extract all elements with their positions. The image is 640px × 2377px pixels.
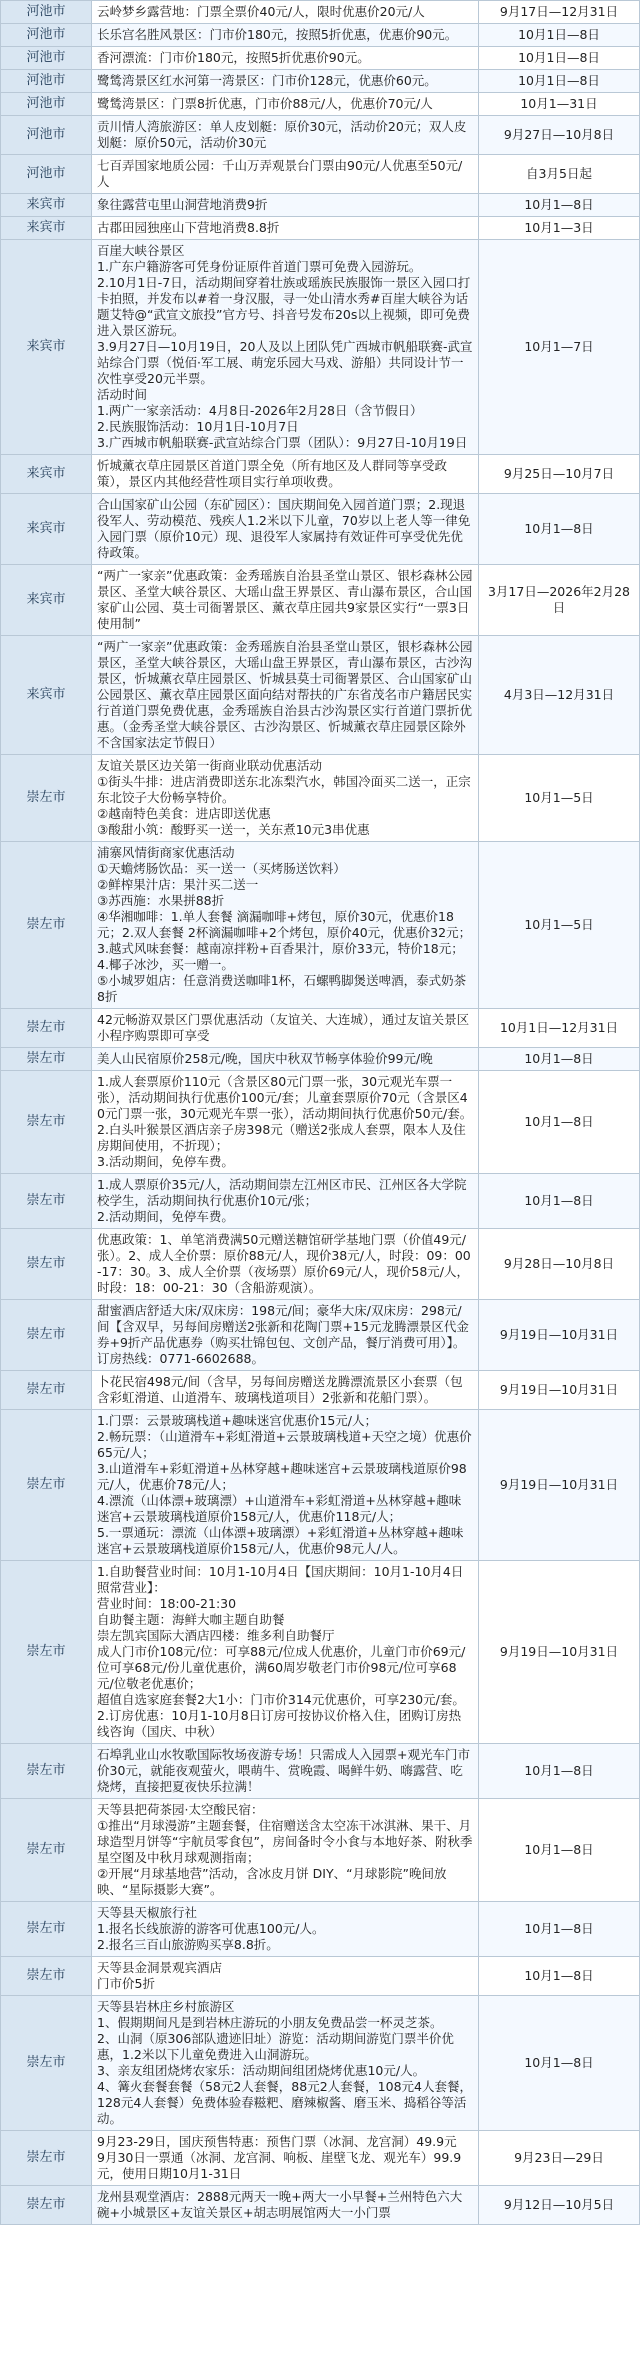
city-cell: 崇左市 bbox=[1, 842, 92, 1009]
date-cell: 10月1—8日 bbox=[479, 1048, 640, 1071]
description-cell bbox=[92, 455, 479, 494]
description-line: 古郡田园独座山下营地消费8.8折 bbox=[97, 220, 280, 235]
city-cell: 崇左市 bbox=[1, 2186, 92, 2225]
table-row bbox=[1, 2131, 640, 2186]
date-cell: 10月1—5日 bbox=[479, 755, 640, 842]
city-cell: 崇左市 bbox=[1, 1174, 92, 1229]
date-cell: 10月1—8日 bbox=[479, 1744, 640, 1799]
description-cell bbox=[92, 2131, 479, 2186]
date-cell: 9月28日—10月8日 bbox=[479, 1229, 640, 1300]
table-row bbox=[1, 455, 640, 494]
description-line: 鹭鸶湾景区红水河第一湾景区：门市价128元，优惠价60元。 bbox=[97, 73, 437, 88]
table-row bbox=[1, 155, 640, 194]
description-line: 卜花民宿498元/间（含早，另每间房赠送龙腾漂流景区小套票（包含彩虹滑道、山道滑车、玻璃栈道项目）2张新和花船门票）。 bbox=[97, 1374, 463, 1405]
description-cell bbox=[92, 93, 479, 116]
table-row bbox=[1, 116, 640, 155]
description-line: 3.9月27日—10月19日，20人及以上团队凭广西城市帆船联赛-武宣站综合门票（悦佰·军工展、萌宠乐园大马戏、游船）共同设计节一次性享受20元半票。 bbox=[97, 339, 473, 386]
description-line: 天等县金洞景观宾酒店 bbox=[97, 1960, 223, 1975]
description-cell bbox=[92, 565, 479, 636]
table-row bbox=[1, 565, 640, 636]
table-row bbox=[1, 1009, 640, 1048]
city-cell: 来宾市 bbox=[1, 194, 92, 217]
city-cell: 来宾市 bbox=[1, 636, 92, 755]
description-line: 3.山道滑车+彩虹滑道+丛林穿越+趣味迷宫+云景玻璃栈道原价98元/人，优惠价78元/人； bbox=[97, 1461, 467, 1492]
description-line: 3.活动期间，免停车费。 bbox=[97, 1154, 234, 1169]
table-row bbox=[1, 842, 640, 1009]
table-row bbox=[1, 636, 640, 755]
city-cell: 崇左市 bbox=[1, 1902, 92, 1957]
description-line: 2.报名三百山旅游购买享8.8折。 bbox=[97, 1937, 279, 1952]
description-cell bbox=[92, 1744, 479, 1799]
description-cell bbox=[92, 1561, 479, 1744]
description-line: 营业时间：18:00-21:30 bbox=[97, 1596, 237, 1611]
description-line: 1.门票：云景玻璃栈道+趣味迷宫优惠价15元/人； bbox=[97, 1413, 378, 1428]
table-row bbox=[1, 70, 640, 93]
description-line: 超值自选家庭套餐2大1小：门市价314元优惠价，可享230元/套。 bbox=[97, 1692, 465, 1707]
city-cell: 崇左市 bbox=[1, 1009, 92, 1048]
date-cell: 10月1—8日 bbox=[479, 194, 640, 217]
description-line: 4、篝火套餐套餐（58元2人套餐，88元2人套餐，108元4人套餐，128元4人套餐）免费体验春糍粑、磨辣椒酱、磨玉米、捣稻谷等活动。 bbox=[97, 2079, 472, 2126]
description-line: 天等县把荷茶园·太空酸民宿： bbox=[97, 1802, 264, 1817]
city-cell: 河池市 bbox=[1, 1, 92, 24]
city-cell: 崇左市 bbox=[1, 1957, 92, 1996]
table-row bbox=[1, 1902, 640, 1957]
description-cell bbox=[92, 240, 479, 455]
description-line: 甜蜜酒店舒适大床/双床房：198元/间；豪华大床/双床房：298元/间【含双早，另每间房赠送2张新和花陶门票+15元龙腾漂景区代金券+9折产品优惠券（购买壮锦包包、文创产品，餐厅消费可用）】。订房热线：0771-6602688。 bbox=[97, 1303, 469, 1366]
table-row bbox=[1, 494, 640, 565]
table-row bbox=[1, 93, 640, 116]
description-cell bbox=[92, 155, 479, 194]
description-cell bbox=[92, 1410, 479, 1561]
description-line: ②开展“月球基地营”活动，含冰皮月饼 DIY、“月球影院”晚间放映、“星际摄影大赛”。 bbox=[97, 1866, 447, 1897]
description-line: 1、假期期间凡是到岩林庄游玩的小朋友免费品尝一杯灵芝茶。 bbox=[97, 2015, 443, 2030]
table-row bbox=[1, 194, 640, 217]
description-line: 象往露营屯里山洞营地消费9折 bbox=[97, 197, 268, 212]
description-line: 2、山洞（原306部队遗迹旧址）游览：活动期间游览门票半价优惠，1.2米以下儿童免费进入山洞游玩。 bbox=[97, 2031, 454, 2062]
table-row bbox=[1, 1229, 640, 1300]
description-line: 1.报名长线旅游的游客可优惠100元/人。 bbox=[97, 1921, 325, 1936]
city-cell: 崇左市 bbox=[1, 755, 92, 842]
table-row bbox=[1, 1957, 640, 1996]
description-cell bbox=[92, 494, 479, 565]
description-line: ②越南特色美食：进店即送优惠 bbox=[97, 806, 271, 821]
date-cell: 9月19日—10月31日 bbox=[479, 1561, 640, 1744]
city-cell: 崇左市 bbox=[1, 1996, 92, 2131]
table-row bbox=[1, 1744, 640, 1799]
description-line: 成人门市价108元/位：可享88元/位成人优惠价，儿童门市价69元/位可享68元/份儿童优惠价，满60周岁敬老门市价98元/位可享68元/位敬老优惠价； bbox=[97, 1644, 466, 1691]
description-line: 七百弄国家地质公园：千山万弄观景台门票由90元/人优惠至50元/人 bbox=[97, 158, 463, 189]
description-cell bbox=[92, 842, 479, 1009]
city-cell: 河池市 bbox=[1, 93, 92, 116]
description-cell bbox=[92, 1957, 479, 1996]
description-line: 3、亲友组团烧烤农家乐：活动期间组团烧烤优惠10元/人。 bbox=[97, 2063, 426, 2078]
date-cell: 9月19日—10月31日 bbox=[479, 1300, 640, 1371]
description-line: 活动时间 bbox=[97, 387, 148, 402]
description-line: 2.民族服饰活动：10月1日-10月7日 bbox=[97, 419, 299, 434]
table-row bbox=[1, 755, 640, 842]
description-line: 42元畅游双景区门票优惠活动（友谊关、大连城），通过友谊关景区小程序购票即可享受 bbox=[97, 1012, 470, 1043]
city-cell: 崇左市 bbox=[1, 1300, 92, 1371]
date-cell: 10月1—5日 bbox=[479, 842, 640, 1009]
description-line: 9月23-29日，国庆预售特惠：预售门票（冰洞、龙宫洞）49.9元 bbox=[97, 2134, 457, 2149]
table-row bbox=[1, 240, 640, 455]
table-row bbox=[1, 1996, 640, 2131]
description-cell bbox=[92, 1300, 479, 1371]
date-cell: 9月19日—10月31日 bbox=[479, 1410, 640, 1561]
description-cell bbox=[92, 2186, 479, 2225]
promotion-table-body bbox=[1, 1, 640, 2225]
description-line: 2.活动期间，免停车费。 bbox=[97, 1209, 234, 1224]
description-line: 1.广东户籍游客可凭身份证原件首道门票可免费入园游玩。 bbox=[97, 259, 422, 274]
description-line: 优惠政策：1、单笔消费满50元赠送糖馆研学基地门票（价值49元/张）。2、成人全价票：原价88元/人，现价38元/人，时段：09：00-17：30。3、成人全价票（夜场票）原价69元/人，现价58元/人，时段：18：00-21：30（含船游观演）。 bbox=[97, 1232, 471, 1295]
description-line: 门市价5折 bbox=[97, 1976, 155, 1991]
description-line: ①天蟾烤肠饮品：买一送一（买烤肠送饮料） bbox=[97, 861, 346, 876]
date-cell: 4月3日—12月31日 bbox=[479, 636, 640, 755]
description-line: “两广一家亲”优惠政策：金秀瑶族自治县圣堂山景区，银杉森林公园景区，圣堂大峡谷景区，大瑶山盘王界景区，青山瀑布景区，古沙沟景区，忻城薰衣草庄园景区、忻城县莫士司衙署景区、合山国家矿山公园景区、薰衣草庄园景区面向结对帮扶的广东省茂名市户籍居民实行首道门票免费优惠，金秀瑶族自治县古沙沟景区实行首道门票折优惠。（金秀圣堂大峡谷景区、古沙沟景区、忻城薰衣草庄园景区除外不含国家法定节假日） bbox=[97, 639, 473, 750]
city-cell: 来宾市 bbox=[1, 240, 92, 455]
city-cell: 河池市 bbox=[1, 70, 92, 93]
date-cell: 9月27日—10月8日 bbox=[479, 116, 640, 155]
date-cell: 10月1日—12月31日 bbox=[479, 1009, 640, 1048]
description-line: 3.广西城市帆船联赛-武宣站综合门票（团队）：9月27日-10月19日 bbox=[97, 435, 468, 450]
city-cell: 河池市 bbox=[1, 155, 92, 194]
date-cell: 10月1—8日 bbox=[479, 1071, 640, 1174]
description-line: 鹭鸶湾景区：门票8折优惠，门市价88元/人，优惠价70元/人 bbox=[97, 96, 433, 111]
table-row bbox=[1, 24, 640, 47]
date-cell: 10月1—7日 bbox=[479, 240, 640, 455]
city-cell: 来宾市 bbox=[1, 217, 92, 240]
table-row bbox=[1, 1048, 640, 1071]
description-cell bbox=[92, 1, 479, 24]
city-cell: 崇左市 bbox=[1, 1048, 92, 1071]
description-cell bbox=[92, 755, 479, 842]
date-cell: 9月17日—12月31日 bbox=[479, 1, 640, 24]
city-cell: 河池市 bbox=[1, 116, 92, 155]
description-line: 2.畅玩票：（山道滑车+彩虹滑道+云景玻璃栈道+天空之境）优惠价65元/人； bbox=[97, 1429, 472, 1460]
description-line: ⑤小城罗姐店：任意消费送咖啡1杯，石螺鸭脚煲送啤酒，泰式奶茶8折 bbox=[97, 973, 467, 1004]
description-line: 贡川情人湾旅游区：单人皮划艇：原价30元，活动价20元；双人皮划艇：原价50元，活动价30元 bbox=[97, 119, 467, 150]
description-cell bbox=[92, 194, 479, 217]
date-cell: 10月1—3日 bbox=[479, 217, 640, 240]
city-cell: 崇左市 bbox=[1, 1744, 92, 1799]
description-line: 1.自助餐营业时间：10月1-10月4日【国庆期间：10月1-10月4日照常营业】： bbox=[97, 1564, 464, 1595]
table-row bbox=[1, 2186, 640, 2225]
city-cell: 来宾市 bbox=[1, 494, 92, 565]
description-line: 4.漂流（山体漂+玻璃漂）+山道滑车+彩虹滑道+丛林穿越+趣味迷宫+云景玻璃栈道原价158元/人，优惠价118元/人； bbox=[97, 1493, 462, 1524]
description-line: 2.10月1日-7日，活动期间穿着壮族或瑶族民族服饰一景区入园口打卡拍照，并发布以#着一身汉服，寻一处山清水秀#百崖大峡谷为话题艾特@“武宣文旅投”官方号、抖音号发布20s以上视频，即可免费进入景区游玩。 bbox=[97, 275, 471, 338]
description-line: 2.订房优惠：10月1-10月8日订房可按协议价格入住，团购订房热线咨询（国庆、中秋） bbox=[97, 1708, 462, 1739]
table-row bbox=[1, 1174, 640, 1229]
date-cell: 10月1日—8日 bbox=[479, 70, 640, 93]
description-line: 9月30日一票通（冰洞、龙宫洞、响板、崖壁飞龙、观光车）99.9元，使用日期10月1-31日 bbox=[97, 2150, 462, 2181]
date-cell: 9月25日—10月7日 bbox=[479, 455, 640, 494]
table-row bbox=[1, 1410, 640, 1561]
description-cell bbox=[92, 1371, 479, 1410]
table-row bbox=[1, 217, 640, 240]
description-line: 5.一票通玩：漂流（山体漂+玻璃漂）+彩虹滑道+丛林穿越+趣味迷宫+云景玻璃栈道原价158元/人，优惠价98元人/人。 bbox=[97, 1525, 464, 1556]
description-line: ①推出“月球漫游”主题套餐，住宿赠送含太空冻干冰淇淋、果干、月球造型月饼等“宇航员零食包”，房间备时令小食与本地好茶、附秋季星空图及中秋月球观测指南； bbox=[97, 1818, 473, 1865]
date-cell: 10月1—8日 bbox=[479, 494, 640, 565]
description-line: 石埠乳业山水牧歌国际牧场夜游专场！只需成人入园票+观光车门市价30元，就能夜观萤火，喂萌牛、赏晚霞、喝鲜牛奶、嗨露营、吃烧烤，直接把夏夜快乐拉满！ bbox=[97, 1747, 470, 1794]
description-line: 1.成人票原价35元/人，活动期间崇左江州区市民、江州区各大学院校学生，活动期间执行优惠价10元/张； bbox=[97, 1177, 467, 1208]
date-cell: 10月1—8日 bbox=[479, 1902, 640, 1957]
description-line: 友谊关景区边关第一街商业联动优惠活动 bbox=[97, 758, 323, 773]
city-cell: 河池市 bbox=[1, 24, 92, 47]
date-cell: 10月1—8日 bbox=[479, 1957, 640, 1996]
table-row bbox=[1, 1371, 640, 1410]
description-line: ④华湘咖啡：1.单人套餐 滴漏咖啡+烤包，原价30元，优惠价18元；2.双人套餐 2杯滴漏咖啡+2个烤包，原价40元，优惠价32元；3.越式风味套餐：越南凉拌粉+百香果汁，原价33元，特价18元；4.椰子冰沙，买一赠一。 bbox=[97, 909, 472, 972]
city-cell: 河池市 bbox=[1, 47, 92, 70]
description-line: 龙州县观堂酒店：2888元两天一晚+两大一小早餐+兰州特色六大碗+小城景区+友谊关景区+胡志明展馆两大一小门票 bbox=[97, 2189, 463, 2220]
description-cell bbox=[92, 47, 479, 70]
description-cell bbox=[92, 70, 479, 93]
date-cell: 10月1—8日 bbox=[479, 1799, 640, 1902]
city-cell: 崇左市 bbox=[1, 1799, 92, 1902]
description-cell bbox=[92, 1902, 479, 1957]
description-line: 自助餐主题：海鲜大咖主题自助餐 bbox=[97, 1612, 285, 1627]
date-cell: 9月23日—29日 bbox=[479, 2131, 640, 2186]
date-cell: 9月19日—10月31日 bbox=[479, 1371, 640, 1410]
description-line: ①街头牛排：进店消费即送东北冻梨汽水，韩国冷面买二送一，正宗东北饺子大份畅享特价。 bbox=[97, 774, 471, 805]
date-cell: 9月12日—10月5日 bbox=[479, 2186, 640, 2225]
date-cell: 10月1—31日 bbox=[479, 93, 640, 116]
description-cell bbox=[92, 116, 479, 155]
table-row bbox=[1, 1799, 640, 1902]
description-line: 百崖大峡谷景区 bbox=[97, 243, 185, 258]
description-cell bbox=[92, 1009, 479, 1048]
description-line: 长乐宫名胜风景区：门市价180元，按照5折优惠，优惠价90元。 bbox=[97, 27, 458, 42]
date-cell: 3月17日—2026年2月28日 bbox=[479, 565, 640, 636]
description-line: 2.白头叶猴景区酒店亲子房398元（赠送2张成人套票，限本人及住房期间使用，不折现）； bbox=[97, 1122, 466, 1153]
description-line: 云岭梦乡露营地：门票全票价40元/人，限时优惠价20元/人 bbox=[97, 4, 425, 19]
description-cell bbox=[92, 217, 479, 240]
date-cell: 10月1—8日 bbox=[479, 1174, 640, 1229]
table-row bbox=[1, 1071, 640, 1174]
description-cell bbox=[92, 1799, 479, 1902]
description-line: 1.两广一家亲活动：4月8日-2026年2月28日（含节假日） bbox=[97, 403, 423, 418]
description-line: “两广一家亲”优惠政策：金秀瑶族自治县圣堂山景区、银杉森林公园景区、圣堂大峡谷景区、大瑶山盘王界景区、青山瀑布景区，合山国家矿山公园、莫士司衙署景区、薰衣草庄园共9家景区实行“一票3日使用制” bbox=[97, 568, 473, 631]
city-cell: 崇左市 bbox=[1, 1071, 92, 1174]
date-cell: 10月1日—8日 bbox=[479, 24, 640, 47]
city-cell: 来宾市 bbox=[1, 455, 92, 494]
date-cell: 10月1—8日 bbox=[479, 1996, 640, 2131]
description-cell bbox=[92, 1229, 479, 1300]
description-line: 1.成人套票原价110元（含景区80元门票一张，30元观光车票一张），活动期间执行优惠价100元/套；儿童套票原价70元（含景区40元门票一张，30元观光车票一张），活动期间执行优惠价50元/套。 bbox=[97, 1074, 473, 1121]
description-line: 崇左凯宾国际大酒店四楼：维多利自助餐厅 bbox=[97, 1628, 335, 1643]
description-line: 天等县岩林庄乡村旅游区 bbox=[97, 1999, 235, 2014]
city-cell: 崇左市 bbox=[1, 1410, 92, 1561]
description-line: ③苏西施：水果拼88折 bbox=[97, 893, 225, 908]
description-line: 浦寨风情街商家优惠活动 bbox=[97, 845, 235, 860]
table-row bbox=[1, 1, 640, 24]
date-cell: 自3月5日起 bbox=[479, 155, 640, 194]
description-cell bbox=[92, 1174, 479, 1229]
description-line: 合山国家矿山公园（东矿园区）：国庆期间免入园首道门票；2.现退役军人、劳动模范、残疾人1.2米以下儿童，70岁以上老人等一律免入园门票（原价10元）现、退役军人家属持有效证件可享受优先优待政策。 bbox=[97, 497, 471, 560]
description-line: ③酸甜小筑：酸野买一送一，关东煮10元3串优惠 bbox=[97, 822, 370, 837]
description-line: 忻城薰衣草庄园景区首道门票全免（所有地区及人群同等享受政策），景区内其他经营性项目实行单项收费。 bbox=[97, 458, 448, 489]
description-cell bbox=[92, 24, 479, 47]
description-cell bbox=[92, 1996, 479, 2131]
city-cell: 崇左市 bbox=[1, 2131, 92, 2186]
description-line: 天等县天椒旅行社 bbox=[97, 1905, 198, 1920]
description-line: ②鲜榨果汁店：果汁买二送一 bbox=[97, 877, 259, 892]
description-cell bbox=[92, 1071, 479, 1174]
description-cell bbox=[92, 1048, 479, 1071]
city-cell: 崇左市 bbox=[1, 1229, 92, 1300]
table-row bbox=[1, 1561, 640, 1744]
date-cell: 10月1日—8日 bbox=[479, 47, 640, 70]
city-cell: 崇左市 bbox=[1, 1371, 92, 1410]
city-cell: 来宾市 bbox=[1, 565, 92, 636]
table-row bbox=[1, 47, 640, 70]
city-cell: 崇左市 bbox=[1, 1561, 92, 1744]
description-cell bbox=[92, 636, 479, 755]
table-row bbox=[1, 1300, 640, 1371]
description-line: 美人山民宿原价258元/晚，国庆中秋双节畅享体验价99元/晚 bbox=[97, 1051, 433, 1066]
description-line: 香河漂流：门市价180元，按照5折优惠价90元。 bbox=[97, 50, 370, 65]
